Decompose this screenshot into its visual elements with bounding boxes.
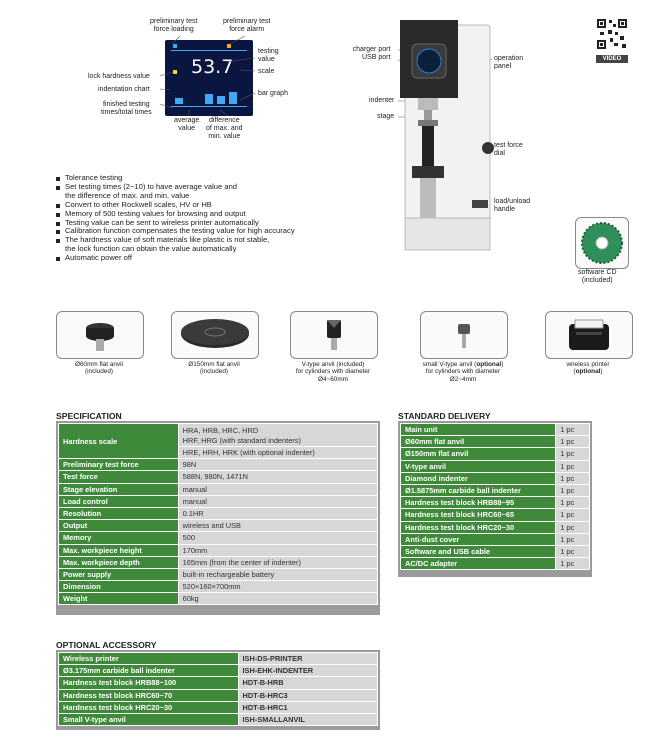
table-cell-label: AC/DC adapter: [401, 558, 556, 570]
flat-anvil-150-icon: [172, 312, 258, 358]
table-cell-value: 1 pc: [556, 509, 590, 521]
table-cell-value: 1 pc: [556, 460, 590, 472]
label-testing-value: testing value: [258, 48, 279, 63]
table-row: [59, 544, 378, 556]
spec-key: Max. workpiece depth: [59, 556, 179, 568]
feature-item-continued: the difference of max. and min. value: [65, 190, 190, 200]
table-row: [59, 495, 378, 507]
label-force-alarm: preliminary test force alarm: [223, 18, 271, 33]
table-cell-value: HDT-B-HRC3: [238, 689, 378, 701]
specification-table: [58, 423, 378, 605]
label-stage: stage: [377, 113, 395, 120]
label-charger-port: charger port USB port: [352, 46, 391, 61]
spec-key: Output: [59, 520, 179, 532]
label-scale: scale: [258, 68, 275, 75]
table-row: [59, 581, 378, 593]
table-row: [401, 424, 590, 436]
table-row: [59, 483, 378, 495]
feature-item: Testing value can be sent to wireless printer automatically: [56, 219, 356, 228]
table-row: [59, 665, 378, 677]
table-cell-label: Hardness test block HRC60~70: [59, 689, 239, 701]
label-difference: difference of max. and min. value: [206, 117, 243, 140]
accessory-card-150mm-anvil: [171, 311, 259, 359]
spec-value: manual: [178, 483, 377, 495]
table-row: [401, 521, 590, 533]
table-cell-value: 1 pc: [556, 424, 590, 436]
table-cell-label: Diamond indenter: [401, 472, 556, 484]
optional-accessory-title: OPTIONAL ACCESSORY: [56, 640, 157, 650]
table-cell-label: V-type anvil: [401, 460, 556, 472]
table-row: [59, 459, 378, 471]
table-cell-label: Ø150mm flat anvil: [401, 448, 556, 460]
table-cell-value: 1 pc: [556, 545, 590, 557]
table-row: [59, 713, 378, 725]
table-cell-value: HDT-B-HRC1: [238, 701, 378, 713]
table-cell-label: Hardness test block HRC20~30: [401, 521, 556, 533]
table-row: [59, 556, 378, 568]
table-row: [59, 471, 378, 483]
table-row: [401, 484, 590, 496]
spec-key: Memory: [59, 532, 179, 544]
table-cell-label: Hardness test block HRC60~65: [401, 509, 556, 521]
table-cell-label: Wireless printer: [59, 653, 239, 665]
table-cell-label: Ø3.175mm carbide ball indenter: [59, 665, 239, 677]
table-cell-label: Anti-dust cover: [401, 533, 556, 545]
table-cell-label: Hardness test block HRB88~100: [59, 677, 239, 689]
accessory-card-60mm-anvil: [56, 311, 144, 359]
v-anvil-icon: [291, 312, 377, 358]
specification-title: SPECIFICATION: [56, 411, 122, 421]
table-row: [401, 436, 590, 448]
label-indentation-chart: indentation chart: [98, 86, 150, 93]
spec-key: Resolution: [59, 507, 179, 519]
table-row: [59, 689, 378, 701]
table-row: [59, 507, 378, 519]
table-row: [59, 520, 378, 532]
table-cell-label: Hardness test block HRB88~95: [401, 497, 556, 509]
spec-value: 588N, 980N, 1471N: [178, 471, 377, 483]
table-cell-value: ISH-EHK-INDENTER: [238, 665, 378, 677]
table-cell-value: ISH-DS-PRINTER: [238, 653, 378, 665]
feature-item: Automatic power off: [56, 254, 356, 263]
table-cell-value: 1 pc: [556, 484, 590, 496]
table-row: [59, 424, 378, 447]
spec-value: 98N: [178, 459, 377, 471]
table-cell-value: 1 pc: [556, 472, 590, 484]
table-row: [59, 653, 378, 665]
spec-value: 165mm (from the center of indenter): [178, 556, 377, 568]
feature-item: The hardness value of soft materials like plastic is not stable,: [56, 236, 356, 245]
spec-key: Stage elevation: [59, 483, 179, 495]
feature-item: Memory of 500 testing values for browsing and output: [56, 210, 356, 219]
accessory-card-small-v-anvil: [420, 311, 508, 359]
feature-item: Tolerance testing: [56, 174, 356, 183]
standard-delivery-table: [400, 423, 590, 570]
spec-key: Hardness scale: [59, 424, 179, 459]
flat-anvil-60-icon: [57, 312, 143, 358]
table-cell-label: Ø1.5875mm carbide ball indenter: [401, 484, 556, 496]
table-cell-value: 1 pc: [556, 436, 590, 448]
table-row: [401, 448, 590, 460]
label-test-force-dial: test force dial: [494, 142, 523, 157]
feature-item-continued: the lock function can obtain the value automatically: [65, 244, 237, 254]
printer-icon: [546, 312, 632, 358]
qr-code[interactable]: [596, 18, 628, 60]
table-row: [59, 568, 378, 580]
table-cell-label: Software and USB cable: [401, 545, 556, 557]
label-load-unload-handle: load/unload handle: [494, 198, 531, 213]
table-cell-label: Hardness test block HRC20~30: [59, 701, 239, 713]
table-row: [59, 593, 378, 605]
table-row: [401, 497, 590, 509]
label-software-cd: software CD (included): [578, 269, 617, 284]
table-row: [59, 701, 378, 713]
spec-key: Test force: [59, 471, 179, 483]
caption-v-anvil: V-type anvil (included) for cylinders with diameter Ø4~60mm: [295, 361, 371, 383]
table-cell-value: 1 pc: [556, 497, 590, 509]
label-average-value: average value: [174, 117, 200, 132]
spec-value: 500: [178, 532, 377, 544]
screen-value: 53.7: [191, 56, 234, 78]
spec-value: manual: [178, 495, 377, 507]
caption-small-v-anvil: small V-type anvil (optional) for cylinders with diameter Ø2~4mm: [422, 361, 504, 383]
spec-value: 0.1HR: [178, 507, 377, 519]
table-row: [59, 532, 378, 544]
standard-delivery-title: STANDARD DELIVERY: [398, 411, 491, 421]
table-cell-value: 1 pc: [556, 558, 590, 570]
feature-item: Convert to other Rockwell scales, HV or HB: [56, 201, 356, 210]
cd-icon: [576, 218, 628, 268]
spec-key: Load control: [59, 495, 179, 507]
table-cell-value: 1 pc: [556, 521, 590, 533]
caption-wireless-printer: wireless printer (optional): [566, 361, 610, 376]
table-row: [401, 533, 590, 545]
qr-code-icon: [596, 18, 628, 50]
spec-value: HRA, HRB, HRC, HRD HRF, HRG (with standard indenters): [178, 424, 377, 447]
spec-key: Preliminary test force: [59, 459, 179, 471]
spec-key: Dimension: [59, 581, 179, 593]
table-cell-value: 1 pc: [556, 448, 590, 460]
feature-list: [56, 174, 356, 263]
caption-60mm-anvil: Ø60mm flat anvil (included): [75, 361, 123, 376]
label-preliminary-force-loading: preliminary test force loading: [150, 18, 198, 33]
table-cell-label: Small V-type anvil: [59, 713, 239, 725]
label-finished-times: finished testing times/total times: [101, 101, 152, 116]
spec-value: 60kg: [178, 593, 377, 605]
spec-value: HRE, HRH, HRK (with optional indenter): [178, 447, 377, 459]
spec-value: 170mm: [178, 544, 377, 556]
spec-value: built-in rechargeable battery: [178, 568, 377, 580]
label-operation-panel: operation panel: [494, 55, 524, 70]
label-lock-hardness: lock hardness value: [88, 73, 150, 80]
table-cell-value: HDT-B-HRB: [238, 677, 378, 689]
spec-value: wireless and USB: [178, 520, 377, 532]
table-cell-value: ISH-SMALLANVIL: [238, 713, 378, 725]
spec-key: Power supply: [59, 568, 179, 580]
feature-item: Set testing times (2~10) to have average value and: [56, 183, 356, 192]
software-cd-card: [575, 217, 629, 269]
table-row: [59, 677, 378, 689]
feature-item: Calibration function compensates the testing value for high accuracy: [56, 227, 356, 236]
table-cell-label: Main unit: [401, 424, 556, 436]
spec-key: Max. workpiece height: [59, 544, 179, 556]
table-row: [401, 509, 590, 521]
table-cell-value: 1 pc: [556, 533, 590, 545]
label-indenter: indenter: [369, 97, 395, 104]
table-row: [401, 472, 590, 484]
table-row: [401, 558, 590, 570]
spec-key: Weight: [59, 593, 179, 605]
table-cell-label: Ø60mm flat anvil: [401, 436, 556, 448]
spec-value: 520×160×700mm: [178, 581, 377, 593]
qr-video-label: VIDEO: [596, 55, 628, 63]
small-v-anvil-icon: [421, 312, 507, 358]
label-bar-graph: bar graph: [258, 90, 288, 97]
caption-150mm-anvil: Ø150mm flat anvil (included): [188, 361, 240, 376]
accessory-card-wireless-printer: [545, 311, 633, 359]
table-row: [401, 545, 590, 557]
optional-accessory-table: [58, 652, 378, 726]
table-row: [401, 460, 590, 472]
accessory-card-v-anvil: [290, 311, 378, 359]
